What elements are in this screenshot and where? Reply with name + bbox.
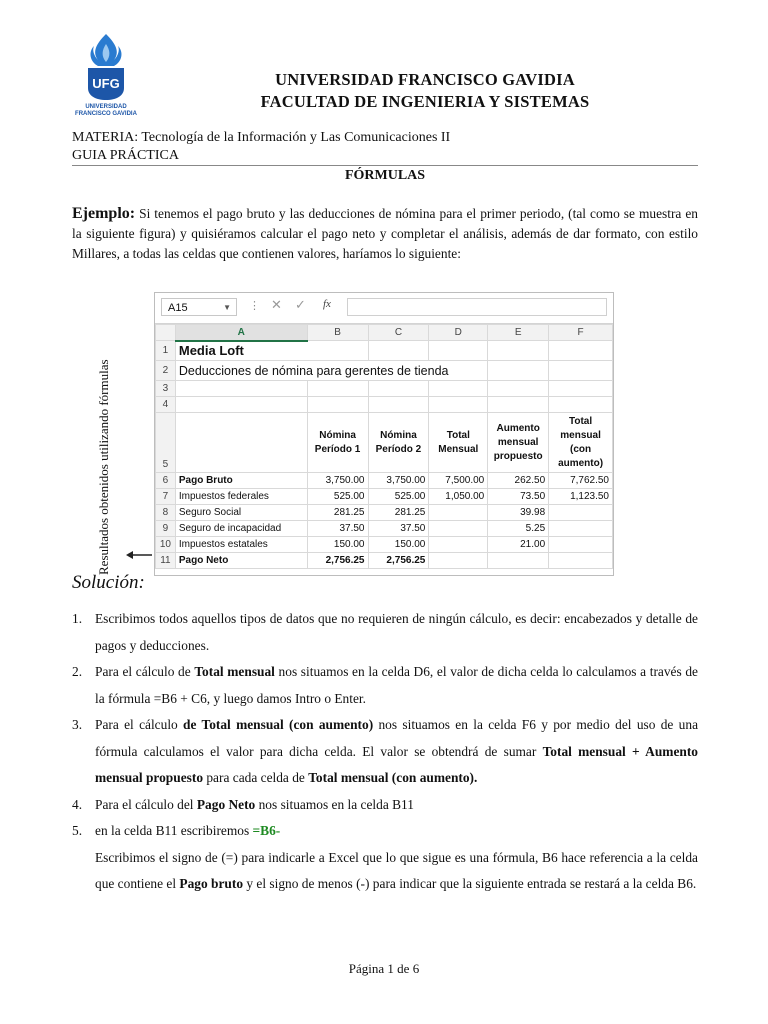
column-title-cell[interactable]: Total Mensual [429,413,488,473]
row-header[interactable]: 10 [156,537,176,553]
arrow-left-icon [126,549,152,561]
explanation-paragraph: Escribimos el signo de (=) para indicarle a Excel que lo que sigue es una fórmula, B6 hace referencia a la celda que contiene el Pago bruto y el signo de menos (-) para indicar que la siguiente entrada se restará a la celda B6. [95,849,698,891]
sheet-grid [155,324,613,569]
table-header-row [156,413,613,473]
list-item: 3. Para el cálculo de Total mensual (con aumento) nos situamos en la celda F6 y por medio del uso de una fórmula calculamos el valor para dicha celda. El valor se obtendrá de sumar Total mensual + Aumento mensual propuesto para cada celda de Total mensual (con aumento). [72,717,699,785]
table-row [156,341,613,361]
cell[interactable]: Seguro de incapacidad [175,521,307,537]
university-name: UNIVERSIDAD FRANCISCO GAVIDIA [275,70,575,89]
table-row [156,397,613,413]
cell[interactable]: 2,756.25 [307,553,368,569]
intro-lead: Ejemplo: [72,205,136,222]
list-item: 5. en la celda B11 escribiremos =B6- [72,823,281,838]
row-header[interactable]: 1 [156,341,176,361]
formula-text: =B6- [252,823,281,838]
row-header[interactable]: 7 [156,489,176,505]
cell[interactable] [549,505,613,521]
cell[interactable]: 37.50 [307,521,368,537]
cell[interactable]: 3,750.00 [307,473,368,489]
cell[interactable]: 73.50 [488,489,549,505]
column-title-cell[interactable]: Nómina Período 2 [368,413,429,473]
cell[interactable]: 262.50 [488,473,549,489]
cell[interactable]: Impuestos federales [175,489,307,505]
sheet-title-cell[interactable]: Media Loft [175,341,368,361]
table-row [156,505,613,521]
row-header[interactable]: 8 [156,505,176,521]
column-header[interactable]: B [307,325,368,341]
column-header-row [156,325,613,341]
cell[interactable]: 1,050.00 [429,489,488,505]
solution-steps [72,606,698,898]
cell[interactable]: Pago Bruto [175,473,307,489]
column-header[interactable]: A [175,325,307,341]
section-title: FÓRMULAS [344,168,426,183]
table-row [156,521,613,537]
cell[interactable]: 281.25 [307,505,368,521]
cell[interactable]: 150.00 [368,537,429,553]
svg-text:UNIVERSIDAD: UNIVERSIDAD [85,104,127,110]
intro-paragraph [72,204,698,264]
formula-input[interactable] [347,298,607,316]
intro-text: Si tenemos el pago bruto y las deducciones de nómina para el primer periodo, (tal como se muestra en la siguiente figura) y quisiéramos calcular el pago neto y completar el análisis, además de dar formato, con estilo Millares, a todas las celdas que contienen valores, haríamos lo siguiente: [72,206,698,261]
cell[interactable]: Seguro Social [175,505,307,521]
faculty-name: FACULTAD DE INGENIERIA Y SISTEMAS [260,92,590,111]
row-header[interactable]: 2 [156,361,176,381]
cell[interactable]: Pago Neto [175,553,307,569]
insert-function-icon[interactable]: fx [323,298,331,310]
confirm-icon[interactable]: ✓ [295,297,306,312]
materia-line: MATERIA: Tecnología de la Información y Las Comunicaciones II [72,130,451,145]
header-divider [72,165,698,166]
column-header[interactable]: D [429,325,488,341]
row-header[interactable]: 5 [156,413,176,473]
cell[interactable]: 525.00 [307,489,368,505]
column-title-cell[interactable]: Aumento mensual propuesto [488,413,549,473]
cell[interactable]: 7,500.00 [429,473,488,489]
column-header[interactable]: F [549,325,613,341]
cell[interactable]: 7,762.50 [549,473,613,489]
spreadsheet-figure [154,292,614,576]
cell[interactable]: 1,123.50 [549,489,613,505]
list-item: 2. Para el cálculo de Total mensual nos situamos en la celda D6, el valor de dicha celda lo calculamos a través de la fórmula =B6 + C6, y luego damos Intro o Enter. [72,664,698,706]
cell[interactable] [429,505,488,521]
sheet-subtitle-cell[interactable]: Deducciones de nómina para gerentes de tienda [175,361,487,381]
cell[interactable] [429,553,488,569]
table-row [156,537,613,553]
cell[interactable] [549,553,613,569]
column-title-cell[interactable]: Total mensual (con aumento) [549,413,613,473]
cell[interactable]: Impuestos estatales [175,537,307,553]
solution-title: Solución: [72,572,145,593]
svg-text:FRANCISCO GAVIDIA: FRANCISCO GAVIDIA [75,111,137,117]
column-title-cell[interactable]: Nómina Período 1 [307,413,368,473]
formula-bar [155,293,613,324]
list-item: 1. Escribimos todos aquellos tipos de datos que no requieren de ningún cálculo, es decir: encabezados y detalle de pagos y deducciones. [72,611,698,653]
row-header[interactable]: 4 [156,397,176,413]
cell[interactable]: 5.25 [488,521,549,537]
row-header[interactable]: 3 [156,381,176,397]
more-options-icon: ⋮ [249,300,260,312]
cancel-icon[interactable]: ✕ [271,297,282,312]
cell[interactable] [429,521,488,537]
list-item: 4. Para el cálculo del Pago Neto nos situamos en la celda B11 [72,796,414,812]
table-row [156,473,613,489]
name-box[interactable]: A15 ▼ [161,298,237,316]
page-number: Página 1 de 6 [348,961,420,976]
row-header[interactable]: 11 [156,553,176,569]
table-row [156,381,613,397]
cell[interactable] [429,537,488,553]
guia-line: GUIA PRÁCTICA [72,148,179,163]
cell[interactable]: 2,756.25 [368,553,429,569]
column-header[interactable]: E [488,325,549,341]
cell[interactable] [549,521,613,537]
table-row [156,361,613,381]
cell[interactable]: 525.00 [368,489,429,505]
cell[interactable]: 39.98 [488,505,549,521]
cell[interactable]: 3,750.00 [368,473,429,489]
chevron-down-icon[interactable]: ▼ [223,303,231,312]
cell[interactable]: 281.25 [368,505,429,521]
cell[interactable]: 37.50 [368,521,429,537]
cell[interactable]: 21.00 [488,537,549,553]
row-header[interactable]: 6 [156,473,176,489]
ufg-logo [66,30,146,122]
cell[interactable] [549,537,613,553]
column-header[interactable]: C [368,325,429,341]
svg-text:UFG: UFG [92,76,120,91]
row-header[interactable]: 9 [156,521,176,537]
figure-side-label: Resultados obtenidos utilizando fórmulas [96,359,111,575]
table-row [156,489,613,505]
cell[interactable]: 150.00 [307,537,368,553]
cell[interactable] [488,553,549,569]
table-row [156,553,613,569]
select-all-corner[interactable] [156,325,176,341]
